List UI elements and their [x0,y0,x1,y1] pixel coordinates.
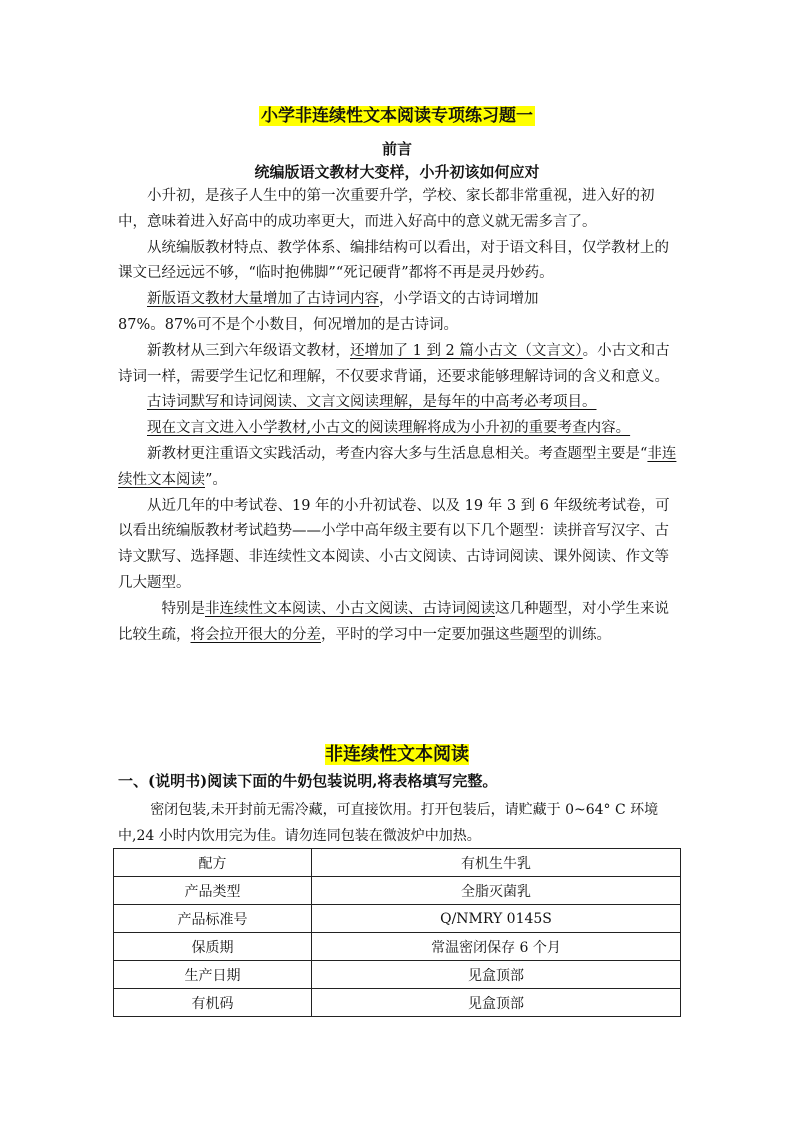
paragraph-6 [118,416,678,442]
section-title-highlight: 非连续性文本阅读 [325,744,469,765]
paragraph-4: 新教材从三到六年级语文教材，还增加了 1 到 2 篇小古文（文言文）。小古文和古诗词一样，需要学生记忆和理解，不仅要求背诵，还要求能够理解诗词的含义和意义。 [118,342,670,385]
paragraph-9: 特别是非连续性文本阅读、小古文阅读、古诗词阅读这几种题型，对小学生来说比较生疏，将会拉开很大的分差，平时的学习中一定要加强这些题型的训练。 [118,600,669,643]
paragraph-2: 从统编版教材特点、教学体系、编排结构可以看出，对于语文科目，仅学教材上的课文已经远远不够，“临时抱佛脚”“死记硬背”都将不再是灵丹妙药。 [118,239,669,282]
paragraph-8: 从近几年的中考试卷、19 年的小升初试卷、以及 19 年 3 到 6 年级统考试卷，可以看出统编版教材考试趋势——小学中高年级主要有以下几个题型：读拼音写汉字、古诗文默写、选择题、非连续性文本阅读、小古文阅读、古诗词阅读、课外阅读、作文等几大题型。 [118,497,670,591]
underlined-text: 现在文言文进入小学教材,小古文的阅读理解将成为小升初的重要考查内容。 [147,420,631,437]
underlined-text: 非连续性文本阅读、小古文阅读、古诗词阅读 [205,600,495,617]
section-title [0,742,794,768]
question-text [118,797,684,849]
question-passage: 密闭包装,未开封前无需冷藏，可直接饮用。打开包装后，请贮藏于 0~64° C 环境中,24 小时内饮用完为佳。请勿连同包装在微波炉中加热。 [118,802,659,844]
paragraph-1: 小升初，是孩子人生中的第一次重要升学，学校、家长都非常重视，进入好的初中，意味着进入好高中的成功率更大，而进入好高中的意义就无需多言了。 [118,188,655,230]
table-cell-value: Q/NMRY 0145S [312,905,681,933]
table-cell-value: 见盒顶部 [312,989,681,1017]
underlined-text: 新版语文教材大量增加了古诗词内容 [147,291,379,308]
underlined-text: 将会拉开很大的分差 [190,626,321,643]
table-cell-label: 产品类型 [114,877,312,905]
paragraph-7: 新教材更注重语文实践活动，考查内容大多与生活息息相关。考查题型主要是“非连续性文本阅读”。 [118,445,677,488]
underlined-text: 还增加了 1 到 2 篇小古文（文言文） [350,342,583,359]
question-heading: 一、(说明书)阅读下面的牛奶包装说明,将表格填写完整。 [118,772,498,790]
table-cell-value: 有机生牛乳 [312,849,681,877]
preface-body [118,184,678,648]
table-cell-label: 产品标准号 [114,905,312,933]
table-row [114,905,681,933]
milk-info-table [113,848,681,1017]
title-highlight: 小学非连续性文本阅读专项练习题一 [261,106,533,126]
paragraph-3: 新版语文教材大量增加了古诗词内容，小学语文的古诗词增加 [147,291,539,308]
table-row [114,849,681,877]
paragraph-3-continued: 87%。87%可不是个小数目，何况增加的是古诗词。 [118,316,458,333]
table-cell-label: 配方 [114,849,312,877]
table-cell-label: 保质期 [114,933,312,961]
underlined-text: 非连续性文本阅读 [118,445,677,488]
preface-subheading: 统编版语文教材大变样，小升初该如何应对 [254,163,540,181]
underlined-text: 古诗词默写和诗词阅读、文言文阅读理解，是每年的中高考必考项目。 [147,394,597,411]
table-cell-label: 生产日期 [114,961,312,989]
table-body [114,849,681,1017]
table-cell-value: 全脂灭菌乳 [312,877,681,905]
document-title [0,104,794,128]
table-cell-value: 见盒顶部 [312,961,681,989]
table-row [114,989,681,1017]
table-cell-label: 有机码 [114,989,312,1017]
table-cell-value: 常温密闭保存 6 个月 [312,933,681,961]
preface-heading: 前言 [381,140,412,158]
table-row [114,877,681,905]
table-row [114,961,681,989]
paragraph-5 [118,390,678,416]
table-row [114,933,681,961]
